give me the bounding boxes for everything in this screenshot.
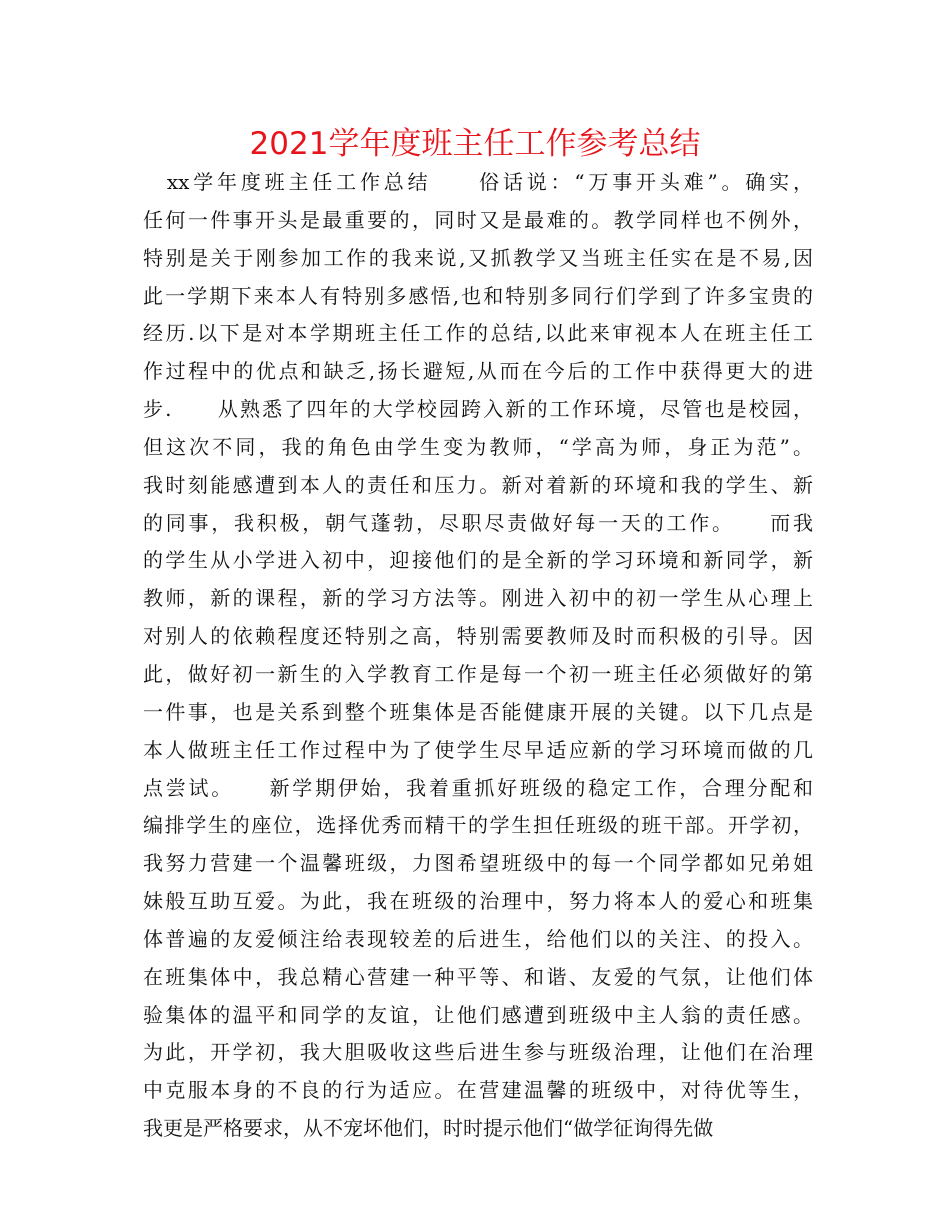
body-line: 点尝试。 新学期伊始，我着重抓好班级的稳定工作，合理分配和 xyxy=(143,775,813,800)
body-line: 作过程中的优点和缺乏,扬长避短,从而在今后的工作中获得更大的进 xyxy=(143,359,813,384)
body-line: 一件事，也是关系到整个班集体是否能健康开展的关键。以下几点是 xyxy=(143,699,813,724)
body-line: 教师，新的课程，新的学习方法等。刚进入初中的初一学生从心理上 xyxy=(143,586,813,611)
body-line: 中克服本身的不良的行为适应。在营建温馨的班级中，对待优等生， xyxy=(143,1078,813,1103)
body-line: 此一学期下来本人有特别多感悟,也和特别多同行们学到了许多宝贵的 xyxy=(143,283,813,308)
body-line: 在班集体中，我总精心营建一种平等、和谐、友爱的气氛，让他们体 xyxy=(143,964,813,989)
body-line: 本人做班主任工作过程中为了使学生尽早适应新的学习环境而做的几 xyxy=(143,737,813,762)
body-line: 但这次不同，我的角色由学生变为教师，“学高为师，身正为范”。 xyxy=(143,434,813,459)
body-line: 妹般互助互爱。为此，我在班级的治理中，努力将本人的爱心和班集 xyxy=(143,889,813,914)
body-line: 此，做好初一新生的入学教育工作是每一个初一班主任必须做好的第 xyxy=(143,661,813,686)
body-line: 特别是关于刚参加工作的我来说,又抓教学又当班主任实在是不易,因 xyxy=(143,245,813,270)
body-line: 任何一件事开头是最重要的，同时又是最难的。教学同样也不例外， xyxy=(143,207,813,232)
body-line: 为此，开学初，我大胆吸收这些后进生参与班级治理，让他们在治理 xyxy=(143,1040,813,1065)
body-line: 我时刻能感遭到本人的责任和压力。新对着新的环境和我的学生、新 xyxy=(143,472,813,497)
body-line: 的学生从小学进入初中，迎接他们的是全新的学习环境和新同学，新 xyxy=(143,548,813,573)
body-line: 步. 从熟悉了四年的大学校园跨入新的工作环境，尽管也是校园， xyxy=(143,397,813,422)
body-line: xx学年度班主任工作总结 俗话说：“万事开头难”。确实， xyxy=(143,170,813,194)
body-line: 经历.以下是对本学期班主任工作的总结,以此来审视本人在班主任工 xyxy=(143,321,813,346)
body-line: 我努力营建一个温馨班级，力图希望班级中的每一个同学都如兄弟姐 xyxy=(143,851,813,876)
body-line: 的同事，我积极，朝气蓬勃，尽职尽责做好每一天的工作。 而我 xyxy=(143,510,813,535)
document-title: 2021学年度班主任工作参考总结 xyxy=(249,126,701,162)
body-line: 体普遍的友爱倾注给表现较差的后进生，给他们以的关注、的投入。 xyxy=(143,926,813,951)
body-line: 我更是严格要求，从不宠坏他们，时时提示他们“做学征询得先做 xyxy=(143,1116,714,1141)
body-line: 对别人的依赖程度还特别之高，特别需要教师及时而积极的引导。因 xyxy=(143,624,813,649)
body-line: 编排学生的座位，选择优秀而精干的学生担任班级的班干部。开学初， xyxy=(143,813,813,838)
body-line: 验集体的温平和同学的友谊，让他们感遭到班级中主人翁的责任感。 xyxy=(143,1002,813,1027)
document-body xyxy=(143,164,813,1148)
